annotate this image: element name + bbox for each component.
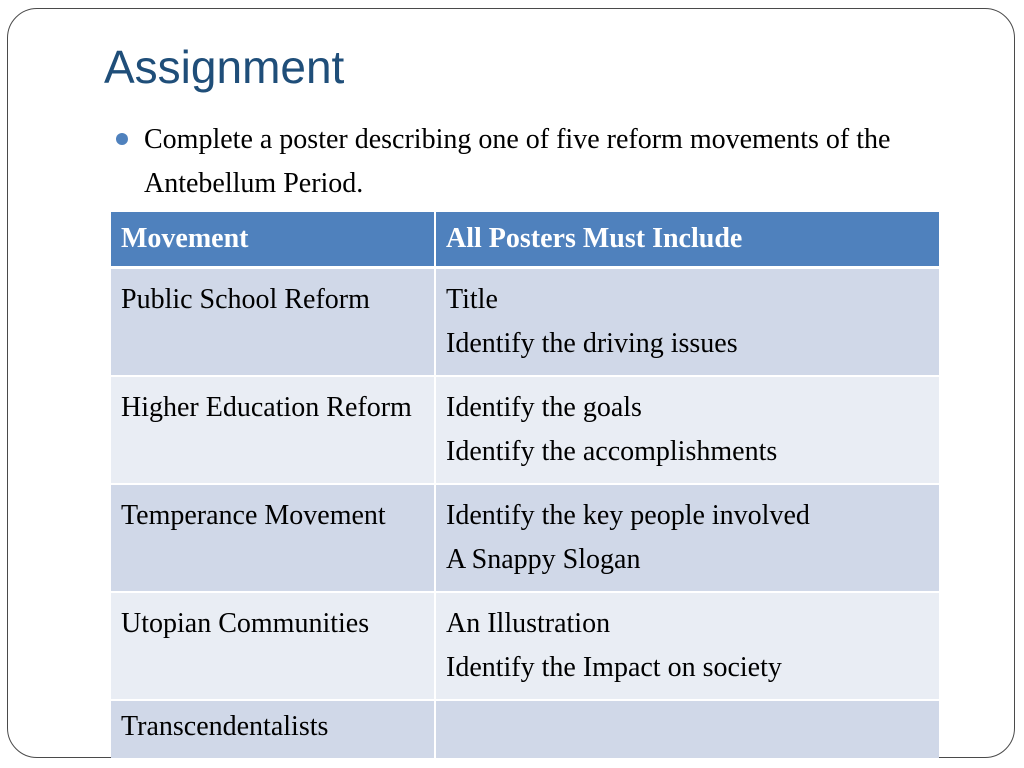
requirement-line: Identify the Impact on society (446, 652, 782, 683)
bullet-text: Complete a poster describing one of five reform movements of the Antebellum Period. (144, 124, 891, 199)
bullet-item (116, 118, 976, 206)
table-row (111, 376, 939, 484)
movement-cell: Higher Education Reform (111, 376, 435, 484)
table-row (111, 268, 939, 377)
requirement-line: Identify the accomplishments (446, 436, 778, 467)
table-row (111, 700, 939, 759)
reform-movements-table (111, 212, 939, 760)
movement-cell: Utopian Communities (111, 592, 435, 700)
requirement-line: Identify the key people involved (446, 500, 810, 531)
requirements-cell (435, 376, 939, 484)
requirements-cell (435, 484, 939, 592)
header-movement: Movement (111, 212, 435, 268)
movement-cell: Public School Reform (111, 268, 435, 377)
slide-title: Assignment (104, 41, 345, 93)
movement-cell: Temperance Movement (111, 484, 435, 592)
requirement-line: An Illustration (446, 608, 611, 639)
table-header-row (111, 212, 939, 268)
requirement-line: Identify the driving issues (446, 328, 738, 359)
requirement-line: Title (446, 284, 498, 315)
requirement-line: Identify the goals (446, 392, 642, 423)
requirements-cell (435, 700, 939, 759)
bullet-dot-icon (116, 133, 128, 145)
requirement-line: A Snappy Slogan (446, 544, 641, 575)
movement-cell: Transcendentalists (111, 700, 435, 759)
table-row (111, 484, 939, 592)
table-row (111, 592, 939, 700)
requirements-cell (435, 268, 939, 377)
header-requirements: All Posters Must Include (435, 212, 939, 268)
requirements-cell (435, 592, 939, 700)
